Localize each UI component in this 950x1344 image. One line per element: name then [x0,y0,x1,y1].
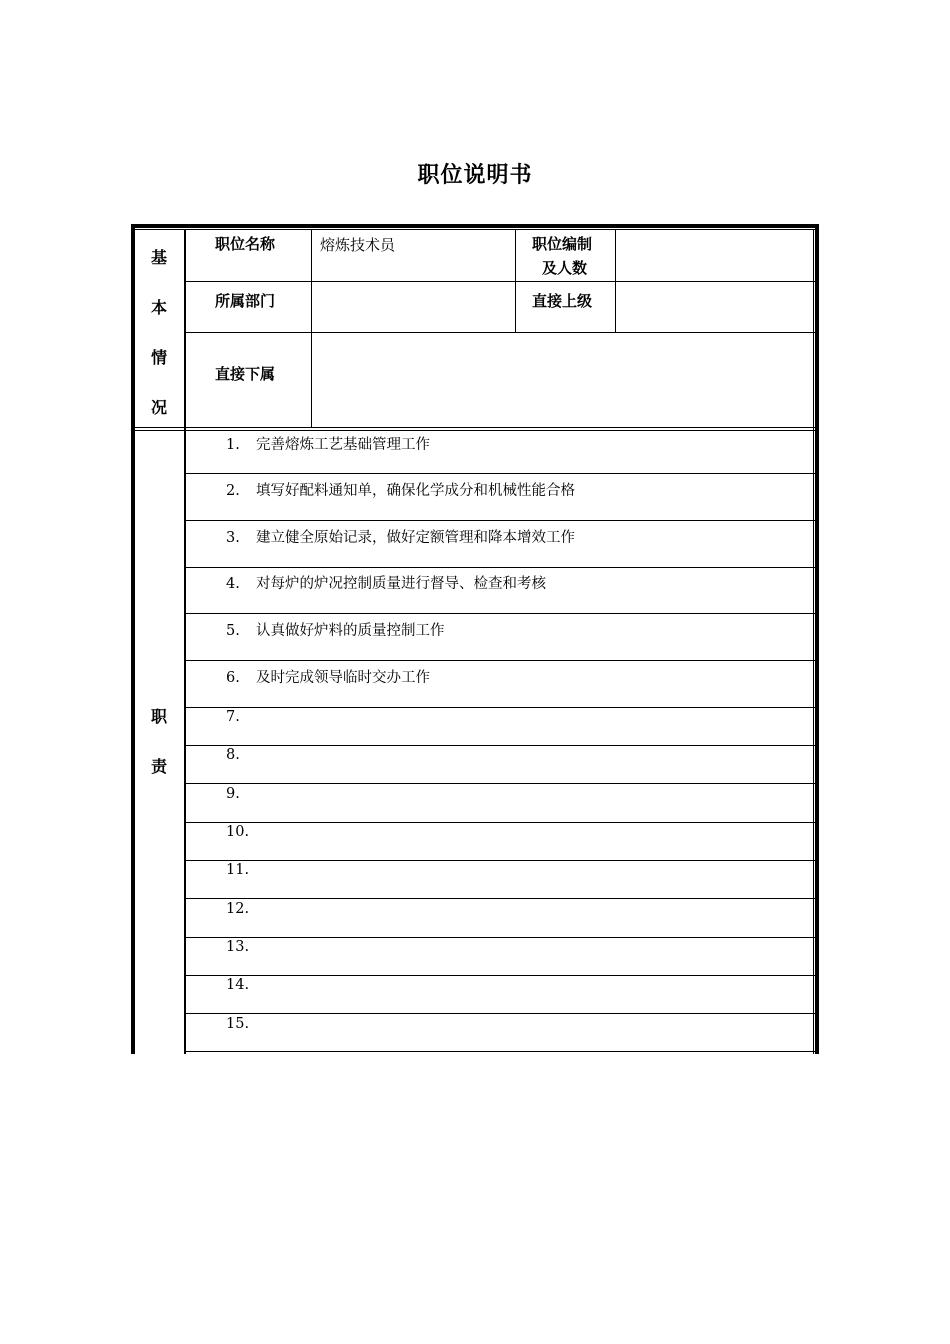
duty-item [226,939,256,955]
duty-number: 1. [226,437,240,453]
table-rule [615,229,616,332]
duty-text: 建立健全原始记录，做好定额管理和降本增效工作 [256,530,575,546]
duty-item [226,824,256,840]
duty-item [226,526,575,547]
subordinate-label: 直接下属 [215,365,276,383]
basic-info-section-label: 基 本 情 况 [150,248,167,417]
page-title: 职位说明书 [417,163,533,188]
duty-number: 10. [226,824,250,840]
duty-item [226,901,256,917]
duty-item [226,619,445,640]
duty-item [226,862,256,878]
duty-item [226,479,575,500]
table-rule [135,430,815,431]
table-rule [185,281,815,282]
duty-text: 及时完成领导临时交办工作 [256,670,430,686]
duty-rule [185,520,815,521]
duty-number: 6. [226,670,240,686]
headcount-label-line2: 及人数 [542,259,588,277]
duty-text: 认真做好炉料的质量控制工作 [256,623,445,639]
duty-number: 11. [226,862,250,878]
headcount-label-line1: 职位编制 [532,235,593,253]
duty-rule [185,860,815,861]
duty-item [226,1016,256,1032]
duty-rule [185,1013,815,1014]
duty-rule [185,613,815,614]
duty-rule [185,567,815,568]
duty-number: 12. [226,901,250,917]
duty-number: 15. [226,1016,250,1032]
duty-number: 9. [226,786,240,802]
duty-rule [185,783,815,784]
table-rule [813,229,814,1054]
duty-rule [185,473,815,474]
duty-rule [185,898,815,899]
duty-rule [185,1051,815,1052]
position-name-label: 职位名称 [215,235,276,253]
table-rule [135,427,815,428]
duty-number: 14. [226,977,250,993]
duty-text: 填写好配料通知单，确保化学成分和机械性能合格 [256,483,575,499]
duty-number: 5. [226,623,240,639]
duty-item [226,709,256,725]
duty-rule [185,975,815,976]
duty-item [226,786,256,802]
duty-item [226,666,430,687]
duty-text: 对每炉的炉况控制质量进行督导、检查和考核 [256,576,546,592]
duty-rule [185,707,815,708]
position-name-value: 熔炼技术员 [320,236,396,254]
table-rule [515,229,516,332]
duty-text: 完善熔炼工艺基础管理工作 [256,437,430,453]
duty-rule [185,937,815,938]
duty-number: 13. [226,939,250,955]
department-label: 所属部门 [215,292,276,310]
duty-number: 8. [226,747,240,763]
duty-number: 2. [226,483,240,499]
duty-number: 7. [226,709,240,725]
duty-rule [185,822,815,823]
table-rule [185,332,815,333]
duty-number: 4. [226,576,240,592]
duty-item [226,572,546,593]
duty-number: 3. [226,530,240,546]
duties-section-label: 职 责 [150,707,167,776]
duty-rule [185,745,815,746]
table-rule [311,229,312,427]
duty-item [226,433,430,454]
table-rule [135,229,815,230]
duty-item [226,747,256,763]
supervisor-label: 直接上级 [532,292,593,310]
duty-item [226,977,256,993]
duty-rule [185,660,815,661]
